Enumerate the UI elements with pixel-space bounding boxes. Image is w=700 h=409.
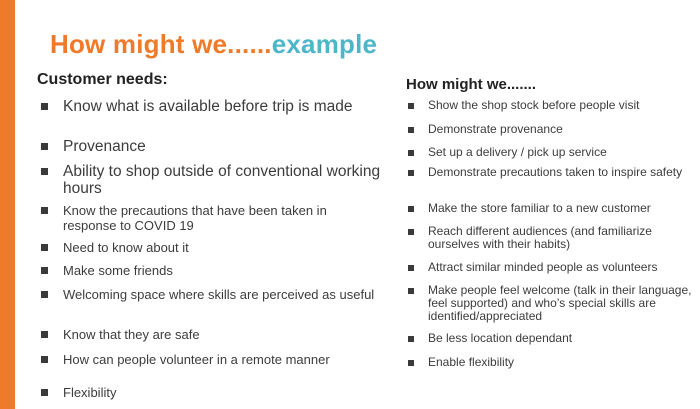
- square-bullet-icon: [408, 336, 414, 342]
- slide-title-part-2: example: [271, 29, 378, 59]
- square-bullet-icon: [41, 291, 48, 298]
- customer-needs-heading: Customer needs:: [37, 71, 168, 88]
- slide-title-part-1: How might we......: [50, 29, 272, 59]
- square-bullet-icon: [41, 331, 48, 338]
- square-bullet-icon: [41, 267, 48, 274]
- square-bullet-icon: [41, 143, 48, 150]
- list-item: [408, 146, 696, 159]
- list-item: [408, 166, 696, 179]
- list-item-text: Know what is available before trip is made: [63, 98, 353, 115]
- square-bullet-icon: [408, 150, 414, 156]
- list-item: [408, 99, 696, 112]
- list-item: [41, 240, 381, 255]
- square-bullet-icon: [408, 127, 414, 133]
- list-item-text: Enable flexibility: [428, 355, 515, 369]
- orange-accent-bar: [0, 0, 15, 409]
- square-bullet-icon: [408, 103, 414, 109]
- list-item: [408, 225, 696, 251]
- list-item-text: Be less location dependant: [428, 331, 573, 345]
- list-item: [408, 356, 696, 369]
- square-bullet-icon: [41, 103, 48, 110]
- list-item-text: Make the store familiar to a new customer: [428, 201, 651, 215]
- square-bullet-icon: [41, 207, 48, 214]
- list-item: [41, 352, 381, 367]
- list-item-text: Need to know about it: [63, 240, 189, 255]
- list-item: [41, 203, 381, 233]
- square-bullet-icon: [41, 244, 48, 251]
- list-item: [41, 98, 381, 115]
- list-item: [408, 332, 696, 345]
- list-item-text: Know that they are safe: [63, 327, 200, 342]
- list-item-text: Attract similar minded people as volunteers: [428, 260, 658, 274]
- list-item: [408, 123, 696, 136]
- list-item-text: Know the precautions that have been taken in response to COVID 19: [63, 203, 327, 233]
- list-item-text: Demonstrate provenance: [428, 122, 563, 136]
- square-bullet-icon: [408, 170, 414, 176]
- list-item: [41, 138, 381, 155]
- square-bullet-icon: [41, 356, 48, 363]
- list-item-text: Make some friends: [63, 263, 173, 278]
- square-bullet-icon: [41, 168, 48, 175]
- list-item-text: How can people volunteer in a remote manner: [63, 352, 330, 367]
- how-might-we-heading: How might we.......: [406, 76, 537, 93]
- list-item: [408, 202, 696, 215]
- list-item: [41, 287, 381, 302]
- list-item-text: Make people feel welcome (talk in their language, feel supported) and who’s special skills are identified/appreciated: [428, 283, 692, 323]
- list-item-text: Set up a delivery / pick up service: [428, 145, 607, 159]
- square-bullet-icon: [408, 288, 414, 294]
- list-item-text: Show the shop stock before people visit: [428, 98, 640, 112]
- list-item-text: Demonstrate precautions taken to inspire safety: [428, 165, 683, 179]
- list-item-text: Ability to shop outside of conventional working hours: [63, 163, 381, 197]
- list-item: [41, 163, 381, 197]
- list-item-text: Reach different audiences (and familiarize ourselves with their habits): [428, 224, 652, 251]
- list-item-text: Provenance: [63, 138, 146, 155]
- square-bullet-icon: [408, 360, 414, 366]
- square-bullet-icon: [408, 206, 414, 212]
- list-item-text: Flexibility: [63, 385, 117, 400]
- square-bullet-icon: [408, 229, 414, 235]
- list-item: [41, 263, 381, 278]
- square-bullet-icon: [408, 265, 414, 271]
- slide-title: [50, 29, 377, 60]
- list-item: [408, 284, 696, 323]
- square-bullet-icon: [41, 389, 48, 396]
- list-item: [41, 385, 381, 400]
- list-item: [408, 261, 696, 274]
- list-item: [41, 327, 381, 342]
- list-item-text: Welcoming space where skills are perceived as useful: [63, 287, 375, 302]
